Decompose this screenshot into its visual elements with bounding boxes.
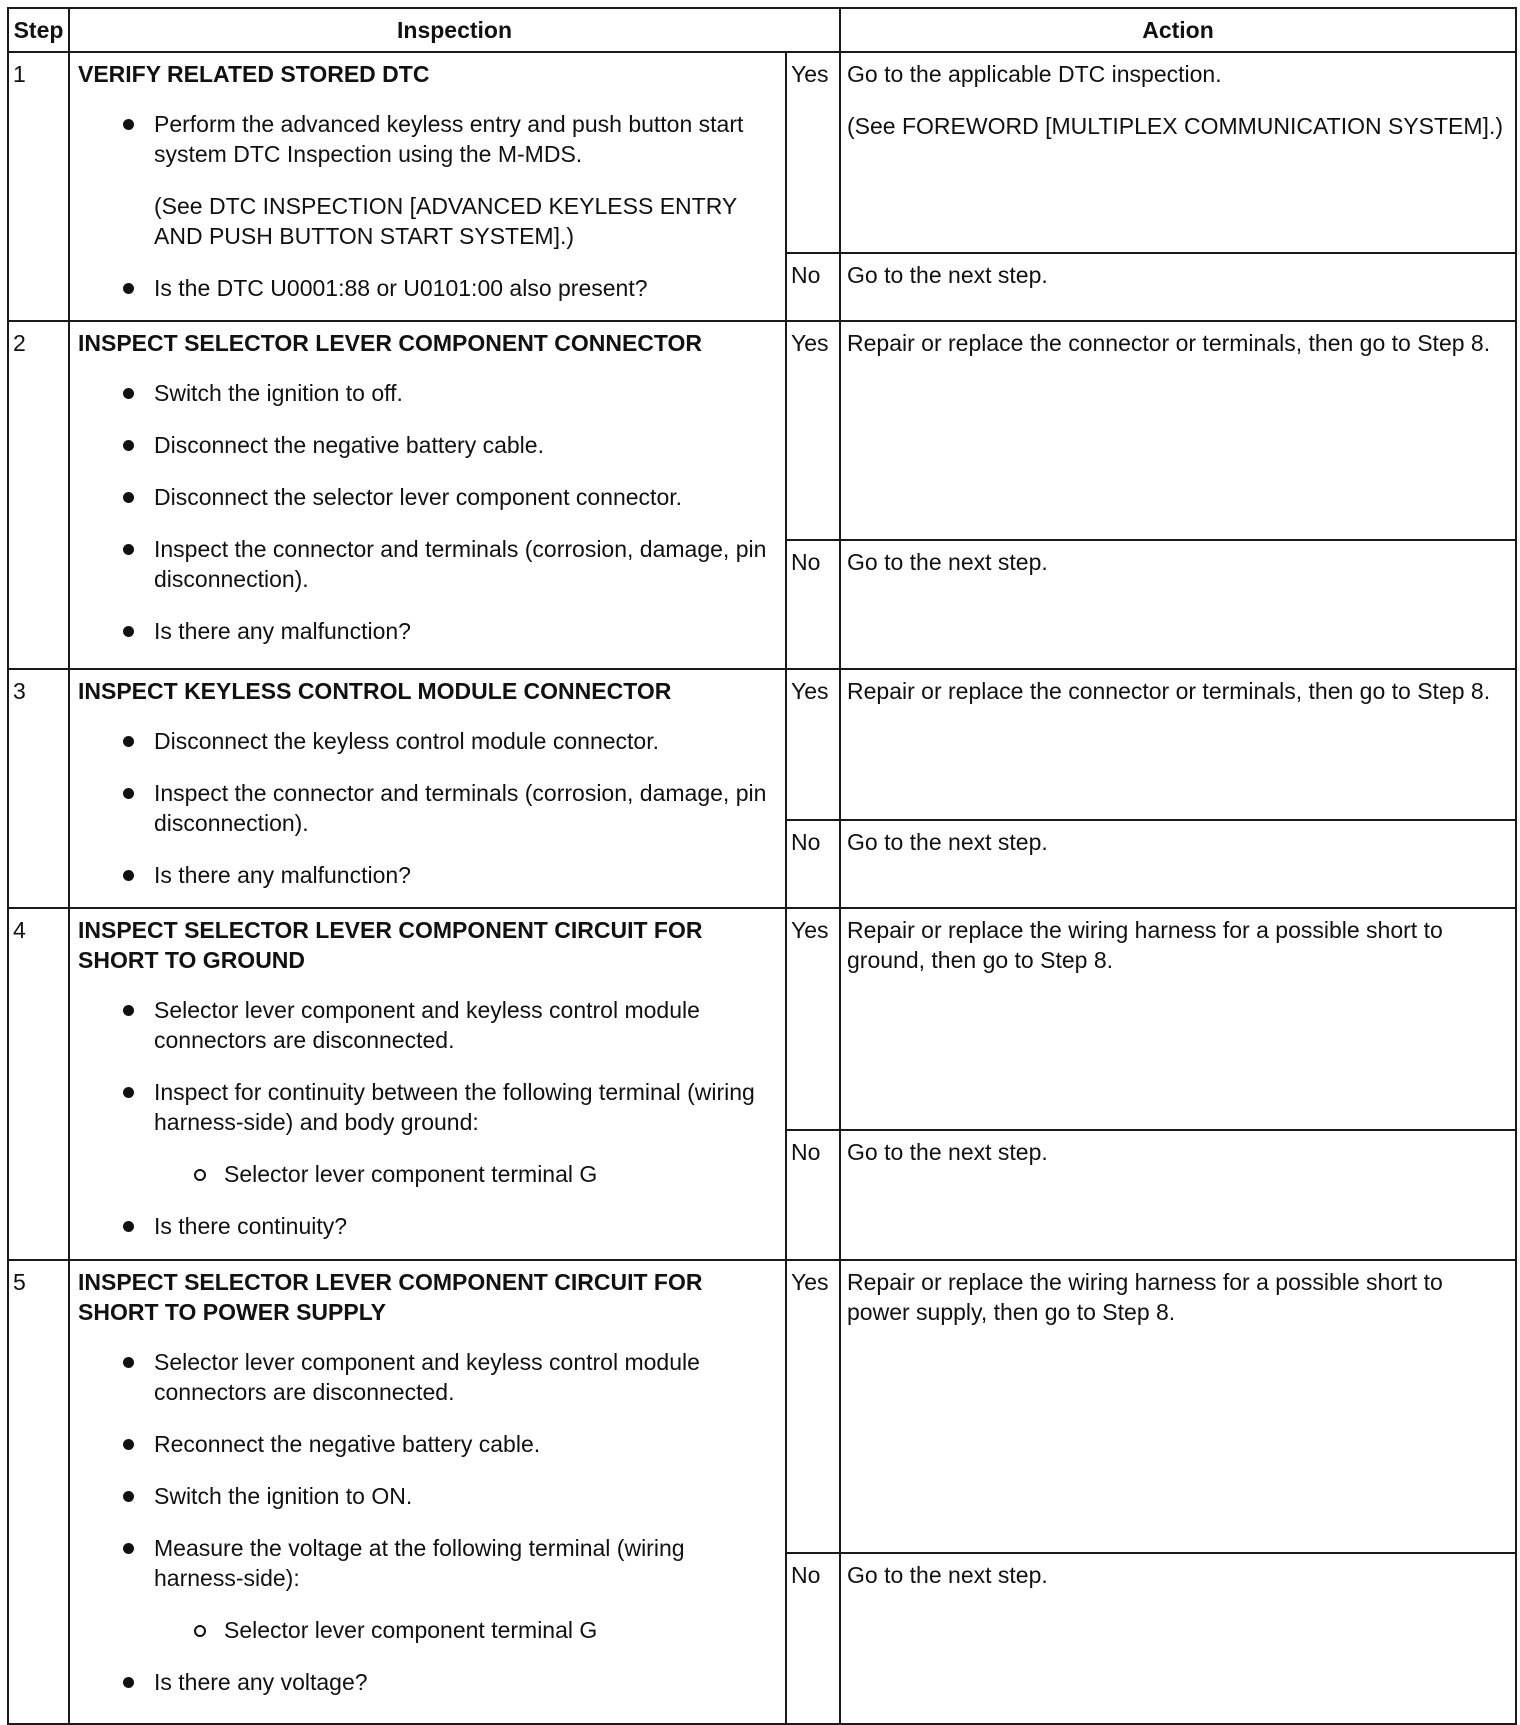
inspection-bullet: Disconnect the keyless control module connector. — [118, 726, 777, 756]
bullet-text: Is the DTC U0001:88 or U0101:00 also present? — [154, 275, 648, 301]
inspection-cell — [69, 908, 786, 1260]
inspection-list — [78, 109, 777, 303]
reference-note: (See FOREWORD [MULTIPLEX COMMUNICATION SYSTEM].) — [847, 113, 1503, 139]
sub-bullet: Selector lever component terminal G — [192, 1615, 777, 1645]
reference-note: (See DTC INSPECTION [ADVANCED KEYLESS ENTRY AND PUSH BUTTON START SYSTEM].) — [154, 193, 737, 249]
inspection-cell — [69, 1260, 786, 1724]
inspection-bullet — [118, 109, 777, 251]
inspection-bullet — [118, 273, 777, 303]
inspection-cell — [69, 321, 786, 669]
inspection-title: INSPECT KEYLESS CONTROL MODULE CONNECTOR — [78, 678, 672, 704]
step-number: 3 — [8, 669, 69, 908]
header-action: Action — [840, 8, 1516, 52]
header-inspection: Inspection — [69, 8, 840, 52]
no-action: Go to the next step. — [840, 253, 1516, 321]
inspection-bullet: Is there any malfunction? — [118, 616, 777, 646]
step-row-yes — [8, 52, 1516, 253]
yes-label: Yes — [786, 1260, 840, 1553]
yes-action: Repair or replace the connector or terminals, then go to Step 8. — [840, 669, 1516, 820]
bullet-text: Measure the voltage at the following terminal (wiring harness-side): — [154, 1535, 685, 1591]
inspection-bullet: Is there continuity? — [118, 1211, 777, 1241]
inspection-bullet: Inspect the connector and terminals (corrosion, damage, pin disconnection). — [118, 778, 777, 838]
no-label: No — [786, 1553, 840, 1724]
no-label: No — [786, 253, 840, 321]
inspection-bullet: Selector lever component and keyless control module connectors are disconnected. — [118, 995, 777, 1055]
inspection-bullet: Switch the ignition to ON. — [118, 1481, 777, 1511]
diagnostic-procedure-table — [7, 7, 1517, 1725]
sub-bullet: Selector lever component terminal G — [192, 1159, 777, 1189]
inspection-title: INSPECT SELECTOR LEVER COMPONENT CIRCUIT FOR SHORT TO POWER SUPPLY — [78, 1269, 703, 1325]
step-number: 4 — [8, 908, 69, 1260]
bullet-text: Inspect for continuity between the following terminal (wiring harness-side) and body ground: — [154, 1079, 755, 1135]
action-text: Go to the applicable DTC inspection. — [847, 61, 1222, 87]
step-row-yes — [8, 1260, 1516, 1553]
no-action: Go to the next step. — [840, 820, 1516, 908]
inspection-bullet: Disconnect the selector lever component connector. — [118, 482, 777, 512]
inspection-bullet: Selector lever component and keyless control module connectors are disconnected. — [118, 1347, 777, 1407]
inspection-list — [78, 378, 777, 646]
step-row-yes — [8, 321, 1516, 540]
no-label: No — [786, 820, 840, 908]
inspection-title: INSPECT SELECTOR LEVER COMPONENT CIRCUIT FOR SHORT TO GROUND — [78, 917, 703, 973]
header-row — [8, 8, 1516, 52]
inspection-bullet: Inspect the connector and terminals (corrosion, damage, pin disconnection). — [118, 534, 777, 594]
yes-action — [840, 52, 1516, 253]
yes-label: Yes — [786, 669, 840, 820]
no-action: Go to the next step. — [840, 540, 1516, 669]
sub-list — [154, 1615, 777, 1645]
yes-action: Repair or replace the wiring harness for a possible short to ground, then go to Step 8. — [840, 908, 1516, 1130]
yes-action: Repair or replace the wiring harness for a possible short to power supply, then go to Step 8. — [840, 1260, 1516, 1553]
inspection-list — [78, 1347, 777, 1697]
inspection-bullet: Switch the ignition to off. — [118, 378, 777, 408]
inspection-bullet: Is there any voltage? — [118, 1667, 777, 1697]
inspection-title: INSPECT SELECTOR LEVER COMPONENT CONNECTOR — [78, 330, 703, 356]
yes-label: Yes — [786, 908, 840, 1130]
inspection-list — [78, 995, 777, 1241]
inspection-bullet — [118, 1077, 777, 1189]
no-label: No — [786, 1130, 840, 1260]
sub-list — [154, 1159, 777, 1189]
document-page — [7, 7, 1515, 1717]
yes-action: Repair or replace the connector or terminals, then go to Step 8. — [840, 321, 1516, 540]
inspection-bullet: Is there any malfunction? — [118, 860, 777, 890]
step-number: 2 — [8, 321, 69, 669]
yes-label: Yes — [786, 52, 840, 253]
inspection-list — [78, 726, 777, 890]
inspection-cell — [69, 52, 786, 321]
no-action: Go to the next step. — [840, 1553, 1516, 1724]
step-row-yes — [8, 908, 1516, 1130]
header-step: Step — [8, 8, 69, 52]
yes-label: Yes — [786, 321, 840, 540]
step-number: 1 — [8, 52, 69, 321]
inspection-title: VERIFY RELATED STORED DTC — [78, 61, 430, 87]
inspection-cell — [69, 669, 786, 908]
no-label: No — [786, 540, 840, 669]
step-row-yes — [8, 669, 1516, 820]
bullet-text: Perform the advanced keyless entry and push button start system DTC Inspection using the M-MDS. — [154, 111, 744, 167]
no-action: Go to the next step. — [840, 1130, 1516, 1260]
inspection-bullet: Reconnect the negative battery cable. — [118, 1429, 777, 1459]
step-number: 5 — [8, 1260, 69, 1724]
inspection-bullet — [118, 1533, 777, 1645]
inspection-bullet: Disconnect the negative battery cable. — [118, 430, 777, 460]
